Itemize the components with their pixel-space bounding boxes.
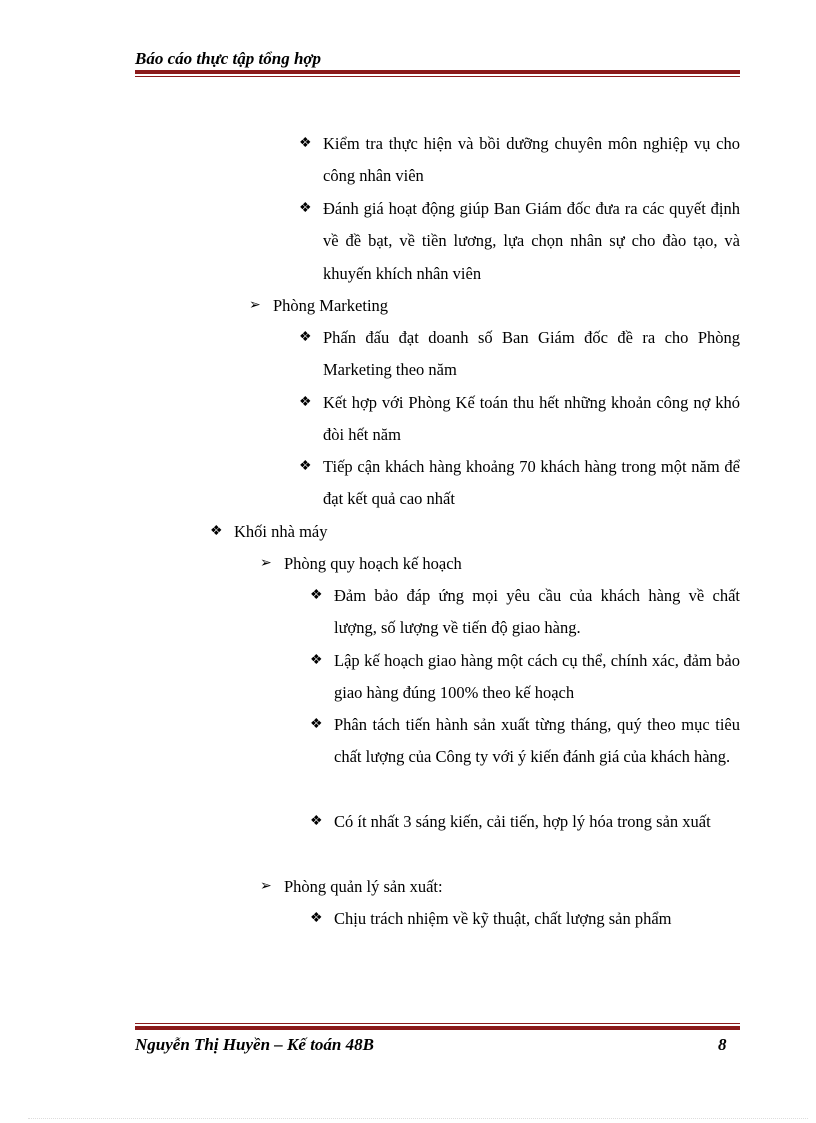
diamond-bullet-icon: ❖ [299,330,312,345]
header-title: Báo cáo thực tập tổng hợp [135,49,322,68]
list-item: ❖ Đảm bảo đáp ứng mọi yêu cầu của khách hàng về chất lượng, số lượng về tiến độ giao hàng. [334,580,740,645]
diamond-bullet-icon: ❖ [299,201,312,216]
section-heading: ➢ Phòng quy hoạch kế hoạch [284,548,740,580]
list-item: ❖ Lập kế hoạch giao hàng một cách cụ thể, chính xác, đảm bảo giao hàng đúng 100% theo kế hoạch [334,645,740,710]
diamond-bullet-icon: ❖ [210,524,223,539]
diamond-bullet-icon: ❖ [310,814,323,829]
footer-author: Nguyễn Thị Huyền – Kế toán 48B [135,1035,374,1054]
section-heading: ❖ Khối nhà máy [234,516,740,548]
diamond-bullet-icon: ❖ [310,653,323,668]
diamond-bullet-icon: ❖ [299,395,312,410]
footer-divider [135,1023,740,1030]
diamond-bullet-icon: ❖ [310,717,323,732]
diamond-bullet-icon: ❖ [310,588,323,603]
arrow-bullet-icon: ➢ [249,298,261,313]
list-item: ❖ Đánh giá hoạt động giúp Ban Giám đốc đưa ra các quyết định về đề bạt, về tiền lương, lựa chọn nhân sự cho đào tạo, và khuyến khích nhân viên [323,193,740,290]
arrow-bullet-icon: ➢ [260,556,272,571]
section-heading: ➢ Phòng Marketing [273,290,740,322]
list-item: ❖ Chịu trách nhiệm về kỹ thuật, chất lượng sản phẩm [334,903,740,935]
list-item: ❖ Phân tách tiến hành sản xuất từng tháng, quý theo mục tiêu chất lượng của Công ty với ý kiến đánh giá của khách hàng. [334,709,740,774]
list-item: ❖ Phấn đấu đạt doanh số Ban Giám đốc đề ra cho Phòng Marketing theo năm [323,322,740,387]
list-item: ❖ Kết hợp với Phòng Kế toán thu hết những khoản công nợ khó đòi hết năm [323,387,740,452]
arrow-bullet-icon: ➢ [260,879,272,894]
diamond-bullet-icon: ❖ [299,459,312,474]
section-heading: ➢ Phòng quản lý sản xuất: [284,871,740,903]
list-item: ❖ Kiểm tra thực hiện và bồi dưỡng chuyên môn nghiệp vụ cho công nhân viên [323,128,740,193]
list-item: ❖ Có ít nhất 3 sáng kiến, cải tiến, hợp lý hóa trong sản xuất [334,806,740,838]
page-edge-divider [28,1118,808,1119]
diamond-bullet-icon: ❖ [299,136,312,151]
page-number: 8 [718,1035,727,1054]
header-divider [135,70,740,77]
diamond-bullet-icon: ❖ [310,911,323,926]
list-item: ❖ Tiếp cận khách hàng khoảng 70 khách hàng trong một năm để đạt kết quả cao nhất [323,451,740,516]
